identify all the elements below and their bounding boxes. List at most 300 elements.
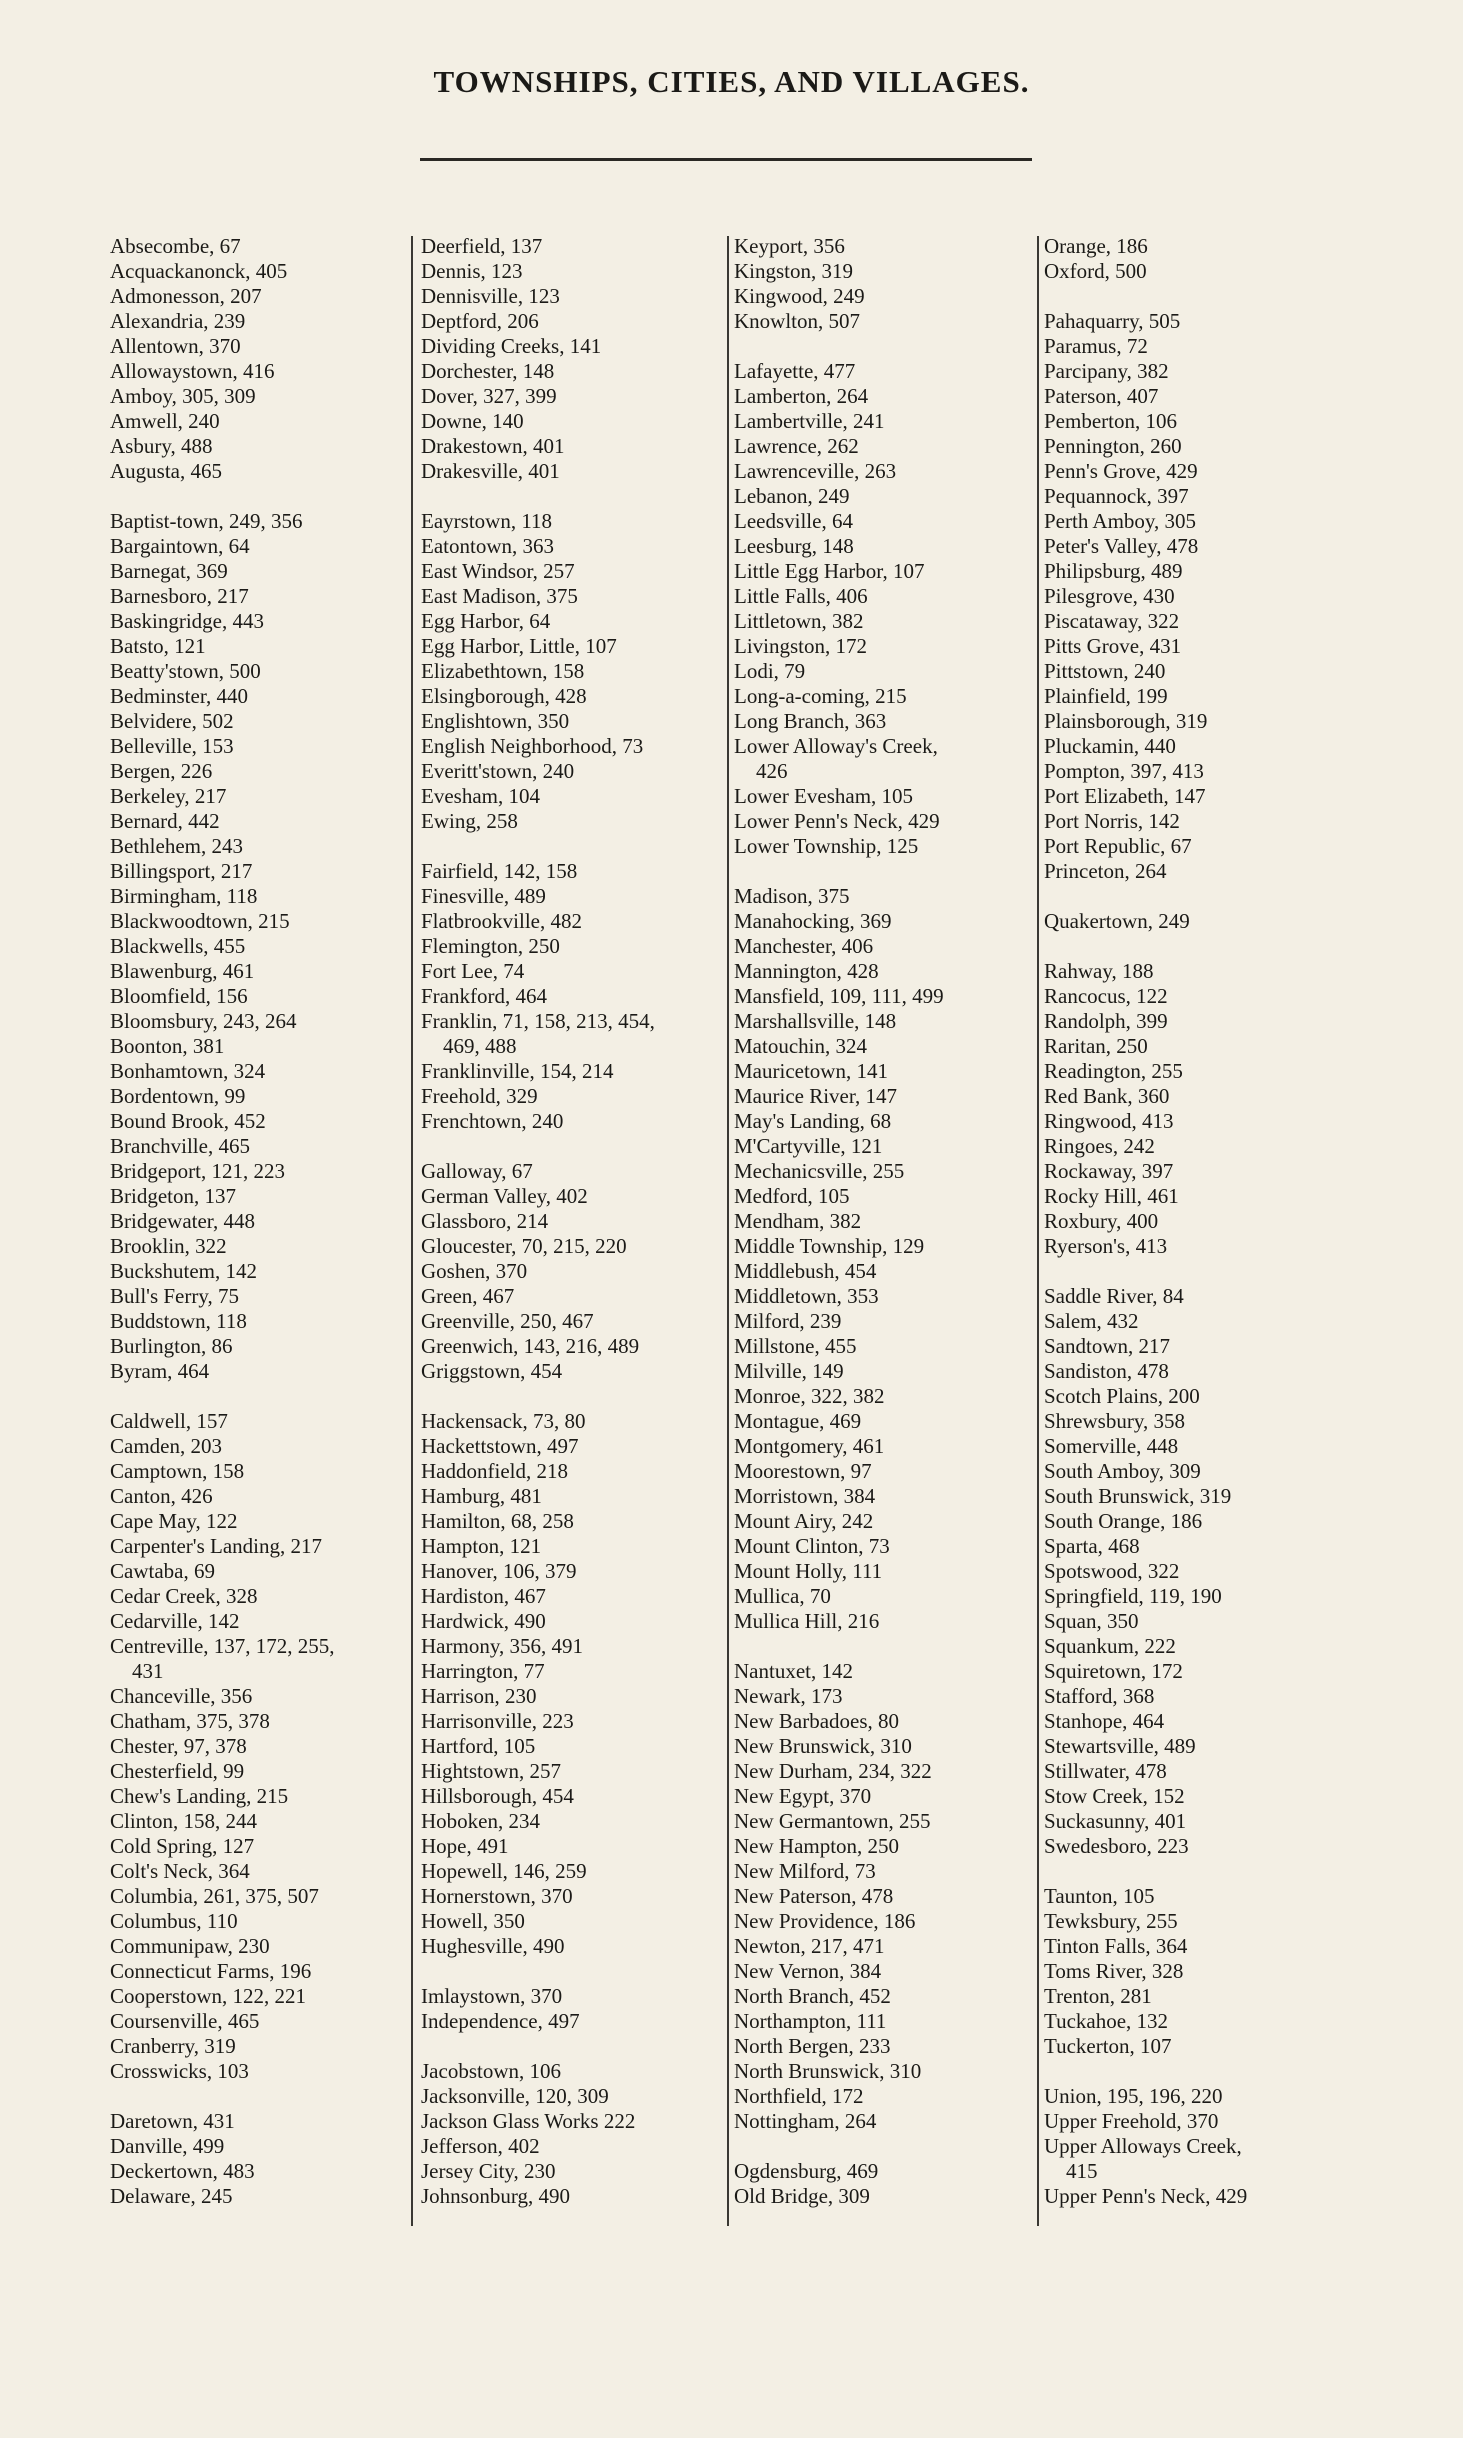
index-entry: Suckasunny, 401	[1044, 1809, 1187, 1833]
index-entry: Piscataway, 322	[1044, 609, 1180, 633]
index-entry: Berkeley, 217	[110, 784, 227, 808]
index-entry: Imlaystown, 370	[421, 1984, 563, 2008]
index-entry: Elizabethtown, 158	[421, 659, 585, 683]
index-entry: Branchville, 465	[110, 1134, 250, 1158]
index-entry: Leesburg, 148	[734, 534, 854, 558]
index-entry: Johnsonburg, 490	[421, 2184, 570, 2208]
index-entry: Cranberry, 319	[110, 2034, 236, 2058]
index-entry: Squiretown, 172	[1044, 1659, 1183, 1683]
index-entry: Eatontown, 363	[421, 534, 554, 558]
index-entry: Augusta, 465	[110, 459, 222, 483]
index-entry: Eayrstown, 118	[421, 509, 553, 533]
index-entry: Tewksbury, 255	[1044, 1909, 1178, 1933]
column-divider	[1037, 236, 1039, 2226]
index-entry: Leedsville, 64	[734, 509, 853, 533]
index-entry-continuation: 469, 488	[443, 1034, 517, 1058]
index-entry: Beatty'stown, 500	[110, 659, 261, 683]
index-entry: Manchester, 406	[734, 934, 874, 958]
index-entry: Hartford, 105	[421, 1734, 536, 1758]
index-entry: Saddle River, 84	[1044, 1284, 1184, 1308]
index-entry: Chew's Landing, 215	[110, 1784, 289, 1808]
index-entry: Rocky Hill, 461	[1044, 1184, 1179, 1208]
letter-gap	[734, 2134, 1034, 2159]
index-entry: Finesville, 489	[421, 884, 546, 908]
index-column-3	[734, 234, 1034, 2209]
index-entry: Somerville, 448	[1044, 1434, 1179, 1458]
index-entry: Red Bank, 360	[1044, 1084, 1170, 1108]
index-entry: Trenton, 281	[1044, 1984, 1152, 2008]
index-entry: Pilesgrove, 430	[1044, 584, 1175, 608]
page-title: TOWNSHIPS, CITIES, AND VILLAGES.	[433, 64, 1030, 99]
letter-gap	[734, 1634, 1034, 1659]
index-entry: Rancocus, 122	[1044, 984, 1168, 1008]
index-entry: Hanover, 106, 379	[421, 1559, 577, 1583]
index-entry: Mannington, 428	[734, 959, 879, 983]
index-entry: Raritan, 250	[1044, 1034, 1148, 1058]
index-entry: Upper Penn's Neck, 429	[1044, 2184, 1248, 2208]
index-entry: Fairfield, 142, 158	[421, 859, 578, 883]
index-entry: Cape May, 122	[110, 1509, 238, 1533]
index-entry: Marshallsville, 148	[734, 1009, 897, 1033]
index-entry: Barnesboro, 217	[110, 584, 249, 608]
index-entry: Madison, 375	[734, 884, 850, 908]
index-entry: Danville, 499	[110, 2134, 225, 2158]
index-entry: Cawtaba, 69	[110, 1559, 215, 1583]
index-entry: Springfield, 119, 190	[1044, 1584, 1222, 1608]
index-entry: Clinton, 158, 244	[110, 1809, 258, 1833]
index-entry: Montgomery, 461	[734, 1434, 885, 1458]
index-entry: Griggstown, 454	[421, 1359, 563, 1383]
index-entry: Penn's Grove, 429	[1044, 459, 1198, 483]
letter-gap	[1044, 1259, 1344, 1284]
index-entry: Pompton, 397, 413	[1044, 759, 1204, 783]
index-entry: Lower Penn's Neck, 429	[734, 809, 940, 833]
letter-gap	[421, 484, 726, 509]
index-entry: Orange, 186	[1044, 234, 1148, 258]
index-entry: Harmony, 356, 491	[421, 1634, 583, 1658]
index-entry: Lafayette, 477	[734, 359, 856, 383]
index-entry: Bloomsbury, 243, 264	[110, 1009, 297, 1033]
letter-gap	[421, 2034, 726, 2059]
index-entry: Hillsborough, 454	[421, 1784, 574, 1808]
index-entry: Little Falls, 406	[734, 584, 868, 608]
index-entry: Blackwoodtown, 215	[110, 909, 290, 933]
index-entry: Lower Township, 125	[734, 834, 919, 858]
index-entry: Lambertville, 241	[734, 409, 885, 433]
index-entry: Baptist-town, 249, 356	[110, 509, 303, 533]
index-entry: Baskingridge, 443	[110, 609, 264, 633]
index-entry: Bridgeport, 121, 223	[110, 1159, 285, 1183]
index-entry: Cedarville, 142	[110, 1609, 240, 1633]
index-entry: Medford, 105	[734, 1184, 850, 1208]
index-entry: Monroe, 322, 382	[734, 1384, 885, 1408]
index-entry: Lebanon, 249	[734, 484, 850, 508]
index-entry: Matouchin, 324	[734, 1034, 867, 1058]
index-entry: New Vernon, 384	[734, 1959, 882, 1983]
column-divider	[727, 236, 729, 2226]
index-entry: New Providence, 186	[734, 1909, 916, 1933]
index-entry-continuation: 431	[132, 1659, 164, 1683]
index-entry: Hope, 491	[421, 1834, 509, 1858]
index-entry: Barnegat, 369	[110, 559, 228, 583]
index-entry: Greenville, 250, 467	[421, 1309, 594, 1333]
index-entry: Maurice River, 147	[734, 1084, 898, 1108]
index-entry: Asbury, 488	[110, 434, 213, 458]
index-entry: Tuckerton, 107	[1044, 2034, 1172, 2058]
index-entry: Port Norris, 142	[1044, 809, 1180, 833]
index-entry: Scotch Plains, 200	[1044, 1384, 1200, 1408]
index-entry: New Hampton, 250	[734, 1834, 900, 1858]
index-entry: Bloomfield, 156	[110, 984, 248, 1008]
letter-gap	[110, 2084, 410, 2109]
index-entry: North Brunswick, 310	[734, 2059, 922, 2083]
index-entry: Allowaystown, 416	[110, 359, 275, 383]
index-entry: Centreville, 137, 172, 255,	[110, 1634, 335, 1658]
index-entry: Chanceville, 356	[110, 1684, 253, 1708]
index-entry: North Bergen, 233	[734, 2034, 891, 2058]
index-entry: Cedar Creek, 328	[110, 1584, 258, 1608]
index-entry: Sparta, 468	[1044, 1534, 1140, 1558]
index-entry: New Brunswick, 310	[734, 1734, 912, 1758]
index-entry: Batsto, 121	[110, 634, 206, 658]
index-entry: Newark, 173	[734, 1684, 843, 1708]
index-entry: Port Republic, 67	[1044, 834, 1192, 858]
index-entry: Chatham, 375, 378	[110, 1709, 270, 1733]
letter-gap	[1044, 934, 1344, 959]
index-entry: Long-a-coming, 215	[734, 684, 907, 708]
index-entry: Daretown, 431	[110, 2109, 235, 2133]
index-entry: Peter's Valley, 478	[1044, 534, 1199, 558]
index-entry: Tuckahoe, 132	[1044, 2009, 1169, 2033]
index-entry: Oxford, 500	[1044, 259, 1147, 283]
index-entry: Hamburg, 481	[421, 1484, 542, 1508]
index-entry: Shrewsbury, 358	[1044, 1409, 1185, 1433]
index-entry: Allentown, 370	[110, 334, 241, 358]
index-entry: Bound Brook, 452	[110, 1109, 266, 1133]
index-entry: Paterson, 407	[1044, 384, 1159, 408]
index-entry: Pennington, 260	[1044, 434, 1182, 458]
index-entry: Bordentown, 99	[110, 1084, 246, 1108]
index-entry: Downe, 140	[421, 409, 524, 433]
index-entry: Cold Spring, 127	[110, 1834, 255, 1858]
letter-gap	[1044, 884, 1344, 909]
index-entry: Plainfield, 199	[1044, 684, 1168, 708]
index-entry: Lower Evesham, 105	[734, 784, 914, 808]
column-divider	[411, 236, 413, 2226]
index-entry: Absecombe, 67	[110, 234, 241, 258]
index-entry: German Valley, 402	[421, 1184, 588, 1208]
index-entry: Nantuxet, 142	[734, 1659, 853, 1683]
index-entry: Squankum, 222	[1044, 1634, 1176, 1658]
index-entry: Dennis, 123	[421, 259, 523, 283]
index-entry: Dividing Creeks, 141	[421, 334, 602, 358]
index-entry: Nottingham, 264	[734, 2109, 877, 2133]
index-entry: Hamilton, 68, 258	[421, 1509, 574, 1533]
index-entry: Plainsborough, 319	[1044, 709, 1208, 733]
letter-gap	[734, 859, 1034, 884]
index-entry: Communipaw, 230	[110, 1934, 270, 1958]
index-entry: Amboy, 305, 309	[110, 384, 256, 408]
index-entry: Delaware, 245	[110, 2184, 233, 2208]
index-entry: Acquackanonck, 405	[110, 259, 288, 283]
index-entry: Tinton Falls, 364	[1044, 1934, 1188, 1958]
index-entry: Upper Freehold, 370	[1044, 2109, 1219, 2133]
index-entry: Hackettstown, 497	[421, 1434, 579, 1458]
index-entry: Pitts Grove, 431	[1044, 634, 1182, 658]
index-entry: East Windsor, 257	[421, 559, 575, 583]
letter-gap	[1044, 1859, 1344, 1884]
index-entry: Camptown, 158	[110, 1459, 245, 1483]
index-entry: Greenwich, 143, 216, 489	[421, 1334, 640, 1358]
index-entry: Ringoes, 242	[1044, 1134, 1155, 1158]
index-entry: Glassboro, 214	[421, 1209, 549, 1233]
index-entry: South Orange, 186	[1044, 1509, 1203, 1533]
index-entry: Stanhope, 464	[1044, 1709, 1165, 1733]
index-entry: Sandiston, 478	[1044, 1359, 1169, 1383]
index-entry: Hightstown, 257	[421, 1759, 562, 1783]
index-column-4	[1044, 234, 1344, 2209]
index-entry: Hackensack, 73, 80	[421, 1409, 586, 1433]
index-entry: Swedesboro, 223	[1044, 1834, 1189, 1858]
index-entry: Englishtown, 350	[421, 709, 570, 733]
index-entry: Ryerson's, 413	[1044, 1234, 1168, 1258]
index-entry: Harrison, 230	[421, 1684, 537, 1708]
index-entry: Burlington, 86	[110, 1334, 233, 1358]
index-entry: Randolph, 399	[1044, 1009, 1168, 1033]
index-entry: Pequannock, 397	[1044, 484, 1189, 508]
index-entry: Hughesville, 490	[421, 1934, 565, 1958]
index-entry: Birmingham, 118	[110, 884, 258, 908]
index-entry: Stafford, 368	[1044, 1684, 1155, 1708]
index-entry: Bridgeton, 137	[110, 1184, 236, 1208]
index-entry: Crosswicks, 103	[110, 2059, 249, 2083]
index-column-2	[421, 234, 726, 2209]
index-entry: Perth Amboy, 305	[1044, 509, 1197, 533]
index-entry: Spotswood, 322	[1044, 1559, 1180, 1583]
index-entry: Hardwick, 490	[421, 1609, 546, 1633]
index-entry: Jefferson, 402	[421, 2134, 540, 2158]
index-entry: Admonesson, 207	[110, 284, 262, 308]
index-entry: Haddonfield, 218	[421, 1459, 568, 1483]
index-entry: Mansfield, 109, 111, 499	[734, 984, 944, 1008]
index-entry: Philipsburg, 489	[1044, 559, 1183, 583]
index-entry: Milville, 149	[734, 1359, 844, 1383]
index-entry: Princeton, 264	[1044, 859, 1167, 883]
index-entry: Hopewell, 146, 259	[421, 1859, 587, 1883]
index-entry: New Barbadoes, 80	[734, 1709, 900, 1733]
index-entry: English Neighborhood, 73	[421, 734, 644, 758]
letter-gap	[110, 1384, 410, 1409]
index-entry: Chesterfield, 99	[110, 1759, 245, 1783]
index-entry: Mendham, 382	[734, 1209, 862, 1233]
index-entry: Lamberton, 264	[734, 384, 869, 408]
index-entry: Union, 195, 196, 220	[1044, 2084, 1223, 2108]
index-entry: Pittstown, 240	[1044, 659, 1166, 683]
index-entry: Brooklin, 322	[110, 1234, 227, 1258]
index-entry: Salem, 432	[1044, 1309, 1139, 1333]
index-entry: Fort Lee, 74	[421, 959, 525, 983]
index-entry: Deckertown, 483	[110, 2159, 255, 2183]
index-entry: Dorchester, 148	[421, 359, 555, 383]
index-entry: Camden, 203	[110, 1434, 222, 1458]
index-entry: Parcipany, 382	[1044, 359, 1169, 383]
index-entry: Bargaintown, 64	[110, 534, 250, 558]
index-entry: Lower Alloway's Creek,	[734, 734, 938, 758]
index-entry: Roxbury, 400	[1044, 1209, 1159, 1233]
index-entry: Byram, 464	[110, 1359, 210, 1383]
index-entry: Deerfield, 137	[421, 234, 543, 258]
index-entry: Upper Alloways Creek,	[1044, 2134, 1242, 2158]
letter-gap	[734, 334, 1034, 359]
letter-gap	[1044, 2059, 1344, 2084]
index-entry: Hornerstown, 370	[421, 1884, 573, 1908]
index-entry: Lawrenceville, 263	[734, 459, 897, 483]
index-entry: Boonton, 381	[110, 1034, 225, 1058]
index-entry: Paramus, 72	[1044, 334, 1148, 358]
index-entry-continuation: 415	[1066, 2159, 1098, 2183]
index-entry: Northfield, 172	[734, 2084, 864, 2108]
index-entry: Caldwell, 157	[110, 1409, 228, 1433]
index-entry: New Germantown, 255	[734, 1809, 931, 1833]
index-entry: Goshen, 370	[421, 1259, 528, 1283]
index-entry: New Durham, 234, 322	[734, 1759, 932, 1783]
index-entry: Deptford, 206	[421, 309, 539, 333]
index-entry: Green, 467	[421, 1284, 515, 1308]
index-entry: Franklinville, 154, 214	[421, 1059, 614, 1083]
index-entry: Little Egg Harbor, 107	[734, 559, 925, 583]
index-entry: Lawrence, 262	[734, 434, 859, 458]
index-entry: Bernard, 442	[110, 809, 220, 833]
index-entry: Millstone, 455	[734, 1334, 857, 1358]
index-entry: Canton, 426	[110, 1484, 213, 1508]
index-entry: Mullica, 70	[734, 1584, 831, 1608]
index-entry: South Amboy, 309	[1044, 1459, 1201, 1483]
index-entry: Squan, 350	[1044, 1609, 1139, 1633]
index-entry: Jacobstown, 106	[421, 2059, 561, 2083]
index-entry: Dover, 327, 399	[421, 384, 557, 408]
index-entry: Keyport, 356	[734, 234, 845, 258]
index-entry: Coursenville, 465	[110, 2009, 260, 2033]
index-entry: Columbia, 261, 375, 507	[110, 1884, 319, 1908]
index-entry: Belvidere, 502	[110, 709, 234, 733]
index-entry: Stow Creek, 152	[1044, 1784, 1185, 1808]
index-entry: Bedminster, 440	[110, 684, 248, 708]
index-entry: Bethlehem, 243	[110, 834, 243, 858]
index-entry: Drakesville, 401	[421, 459, 560, 483]
index-entry: Kingston, 319	[734, 259, 854, 283]
title-divider	[420, 158, 1032, 161]
index-entry: Montague, 469	[734, 1409, 862, 1433]
index-entry: Frankford, 464	[421, 984, 547, 1008]
index-entry: Toms River, 328	[1044, 1959, 1184, 1983]
index-entry: Bonhamtown, 324	[110, 1059, 266, 1083]
index-entry: Quakertown, 249	[1044, 909, 1190, 933]
index-entry: Egg Harbor, 64	[421, 609, 551, 633]
index-entry: Pluckamin, 440	[1044, 734, 1176, 758]
index-entry: Newton, 217, 471	[734, 1934, 885, 1958]
index-entry: East Madison, 375	[421, 584, 578, 608]
index-entry: Readington, 255	[1044, 1059, 1183, 1083]
letter-gap	[421, 1134, 726, 1159]
index-entry: Bergen, 226	[110, 759, 213, 783]
index-entry: Mount Clinton, 73	[734, 1534, 890, 1558]
index-entry: Franklin, 71, 158, 213, 454,	[421, 1009, 655, 1033]
index-entry: May's Landing, 68	[734, 1109, 892, 1133]
index-entry: M'Cartyville, 121	[734, 1134, 883, 1158]
index-entry: Independence, 497	[421, 2009, 580, 2033]
index-entry: Blawenburg, 461	[110, 959, 255, 983]
index-entry: Northampton, 111	[734, 2009, 887, 2033]
index-entry: Freehold, 329	[421, 1084, 538, 1108]
index-entry: Middlebush, 454	[734, 1259, 877, 1283]
index-entry: Ringwood, 413	[1044, 1109, 1174, 1133]
index-entry: New Egypt, 370	[734, 1784, 872, 1808]
index-entry: Old Bridge, 309	[734, 2184, 870, 2208]
index-entry: Egg Harbor, Little, 107	[421, 634, 617, 658]
index-entry: Hardiston, 467	[421, 1584, 546, 1608]
index-entry: Lodi, 79	[734, 659, 806, 683]
index-entry: Harrisonville, 223	[421, 1709, 574, 1733]
index-entry: Connecticut Farms, 196	[110, 1959, 312, 1983]
index-entry: Chester, 97, 378	[110, 1734, 247, 1758]
index-entry: Middletown, 353	[734, 1284, 879, 1308]
index-column-1	[110, 234, 410, 2209]
index-entry: Stillwater, 478	[1044, 1759, 1167, 1783]
index-entry: Belleville, 153	[110, 734, 234, 758]
index-entry: Gloucester, 70, 215, 220	[421, 1234, 627, 1258]
index-entry: Stewartsville, 489	[1044, 1734, 1196, 1758]
index-entry: Long Branch, 363	[734, 709, 887, 733]
letter-gap	[421, 834, 726, 859]
index-entry: Drakestown, 401	[421, 434, 565, 458]
index-entry: Cooperstown, 122, 221	[110, 1984, 306, 2008]
index-entry: Elsingborough, 428	[421, 684, 587, 708]
index-entry: Morristown, 384	[734, 1484, 876, 1508]
index-entry: Taunton, 105	[1044, 1884, 1155, 1908]
index-entry: Flatbrookville, 482	[421, 909, 582, 933]
letter-gap	[1044, 284, 1344, 309]
index-entry: Rahway, 188	[1044, 959, 1154, 983]
index-entry: New Milford, 73	[734, 1859, 876, 1883]
index-entry: Jackson Glass Works 222	[421, 2109, 636, 2133]
index-entry: Colt's Neck, 364	[110, 1859, 250, 1883]
index-entry: Mount Holly, 111	[734, 1559, 883, 1583]
index-entry: Pahaquarry, 505	[1044, 309, 1181, 333]
index-entry-continuation: 426	[756, 759, 788, 783]
index-entry: Middle Township, 129	[734, 1234, 925, 1258]
index-entry: Buckshutem, 142	[110, 1259, 257, 1283]
index-entry: Bull's Ferry, 75	[110, 1284, 240, 1308]
index-entry: Mauricetown, 141	[734, 1059, 888, 1083]
index-entry: Mount Airy, 242	[734, 1509, 874, 1533]
index-entry: Pemberton, 106	[1044, 409, 1177, 433]
index-entry: Evesham, 104	[421, 784, 540, 808]
index-entry: Rockaway, 397	[1044, 1159, 1174, 1183]
index-entry: Hampton, 121	[421, 1534, 542, 1558]
index-entry: Mechanicsville, 255	[734, 1159, 905, 1183]
index-entry: Ewing, 258	[421, 809, 518, 833]
letter-gap	[421, 1959, 726, 1984]
index-entry: Kingwood, 249	[734, 284, 865, 308]
index-entry: Billingsport, 217	[110, 859, 253, 883]
index-entry: South Brunswick, 319	[1044, 1484, 1232, 1508]
index-entry: Manahocking, 369	[734, 909, 892, 933]
index-entry: Columbus, 110	[110, 1909, 238, 1933]
index-entry: North Branch, 452	[734, 1984, 891, 2008]
index-entry: Littletown, 382	[734, 609, 864, 633]
index-entry: Galloway, 67	[421, 1159, 533, 1183]
letter-gap	[110, 484, 410, 509]
